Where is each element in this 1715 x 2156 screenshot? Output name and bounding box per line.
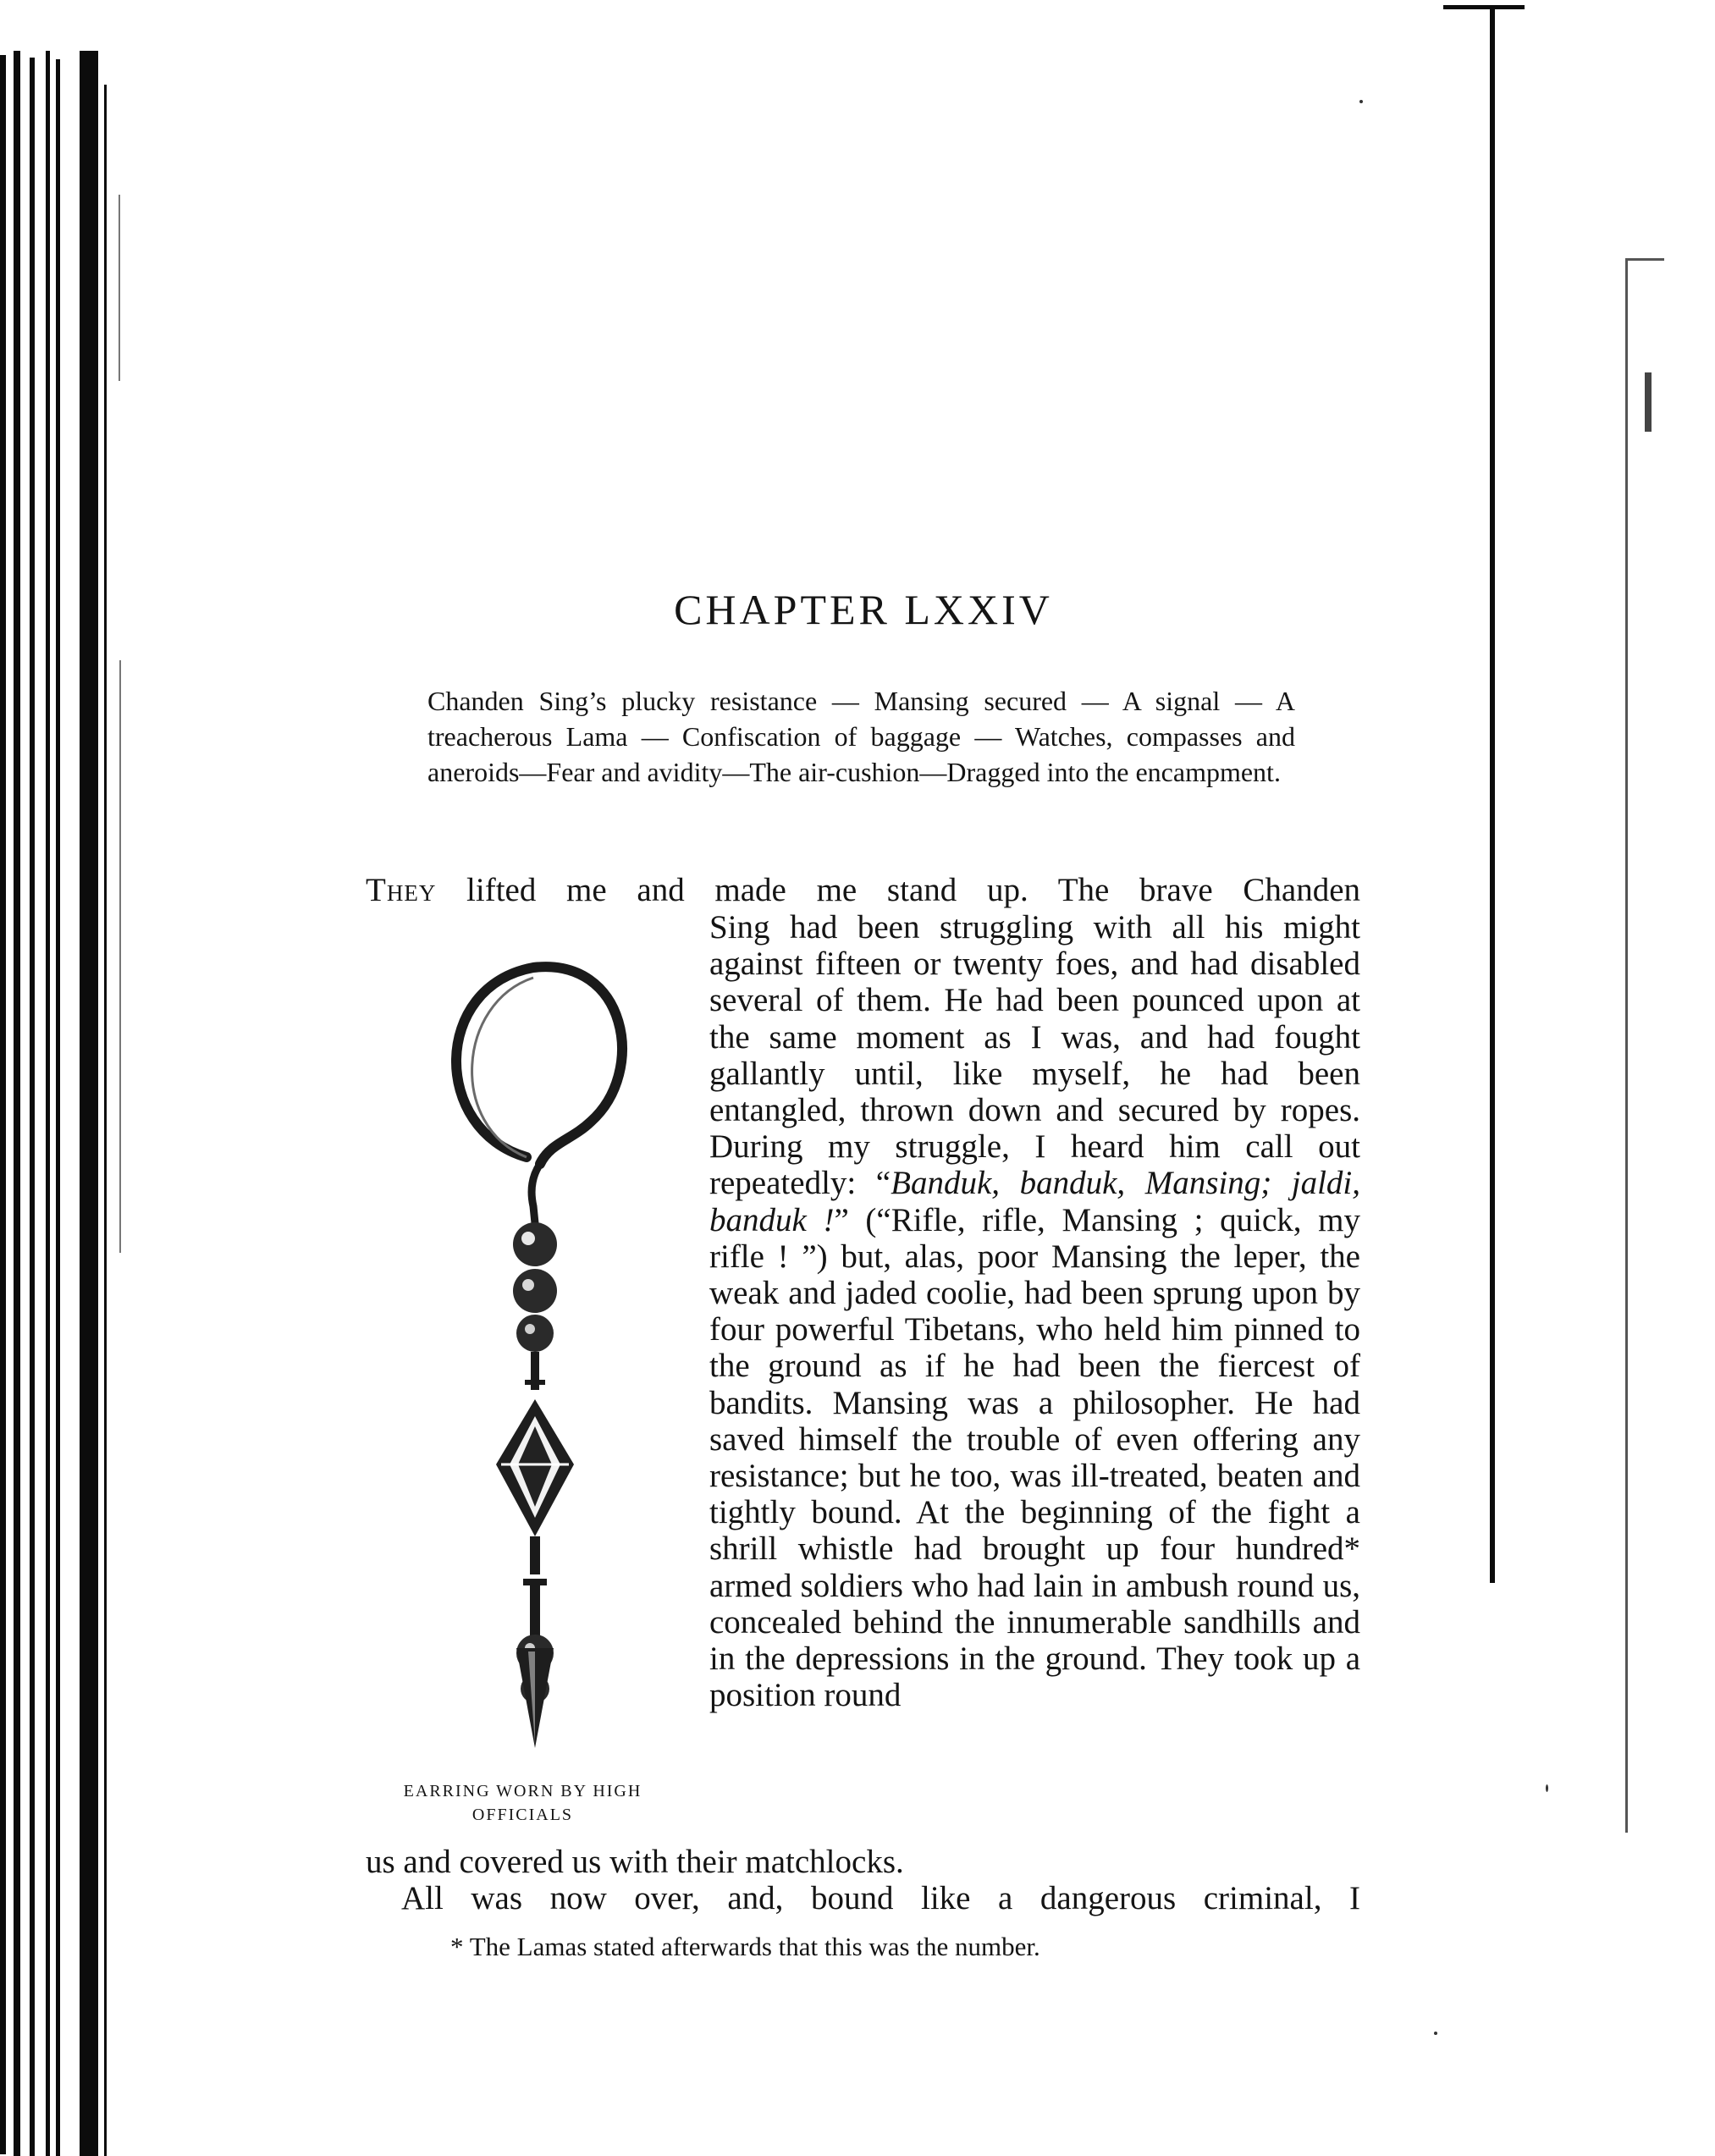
scan-speck — [1359, 100, 1363, 103]
scan-speck — [1434, 2032, 1437, 2035]
earring-illustration-icon — [423, 952, 677, 1756]
footnote: * The Lamas stated afterwards that this was the number. — [450, 1932, 1040, 1961]
full-width-lines — [366, 1844, 1360, 1916]
closing-line: us and covered us with their matchlocks. — [366, 1844, 904, 1880]
figure-caption-line: EARRING WORN BY HIGH — [403, 1782, 642, 1800]
chapter-title: CHAPTER LXXIV — [674, 586, 1053, 633]
scan-speck — [1546, 1784, 1548, 1792]
body-column — [709, 909, 1360, 1713]
column-text-before-italic: Sing had been struggling with all his might against fifteen or twenty foes, and had disabled several of them. He had been pounced upon at the same moment as I was, and had fought gallantly until, like myself, he had been entangled, thrown down and secured by ropes. During my struggle, I heard him call out repeatedly: “ — [709, 909, 1360, 1202]
chapter-summary: Chanden Sing’s plucky resistance — Mansing secured — A signal — A treacherous Lama — Confiscation of baggage — Watches, compasses and aneroids—Fear and avidity—The air-cushion—Dragged into the encampment. — [427, 686, 1295, 787]
figure-caption-line: OFFICIALS — [471, 1806, 574, 1824]
first-line — [366, 872, 1360, 909]
italic-phrase: Banduk, banduk, Mansing; jaldi, banduk ! — [709, 1165, 1361, 1238]
lead-word: They — [366, 872, 437, 908]
column-text-after-italic: ” (“Rifle, rifle, Mansing ; quick, my rifle ! ”) but, alas, poor Mansing the leper, the weak and jaded coolie, had been sprung upon by four powerful Tibetans, who held him pinned to the ground as if he had been the fiercest of bandits. Mansing was a philosopher. He had saved himself the trouble of even offering any resistance; but he too, was ill-treated, beaten and tightly bound. At the beginning of the fight a shrill whistle had brought up four hundred* armed soldiers who had lain in ambush round us, concealed behind the innumerable sandhills and in the depressions in the ground. They took up a position round — [709, 1201, 1360, 1714]
figure-caption — [356, 1779, 690, 1827]
first-line-text: lifted me and made me stand up. The brave Chanden — [466, 872, 1361, 908]
next-paragraph-line: All was now over, and, bound like a dangerous criminal, I — [401, 1880, 1360, 1917]
